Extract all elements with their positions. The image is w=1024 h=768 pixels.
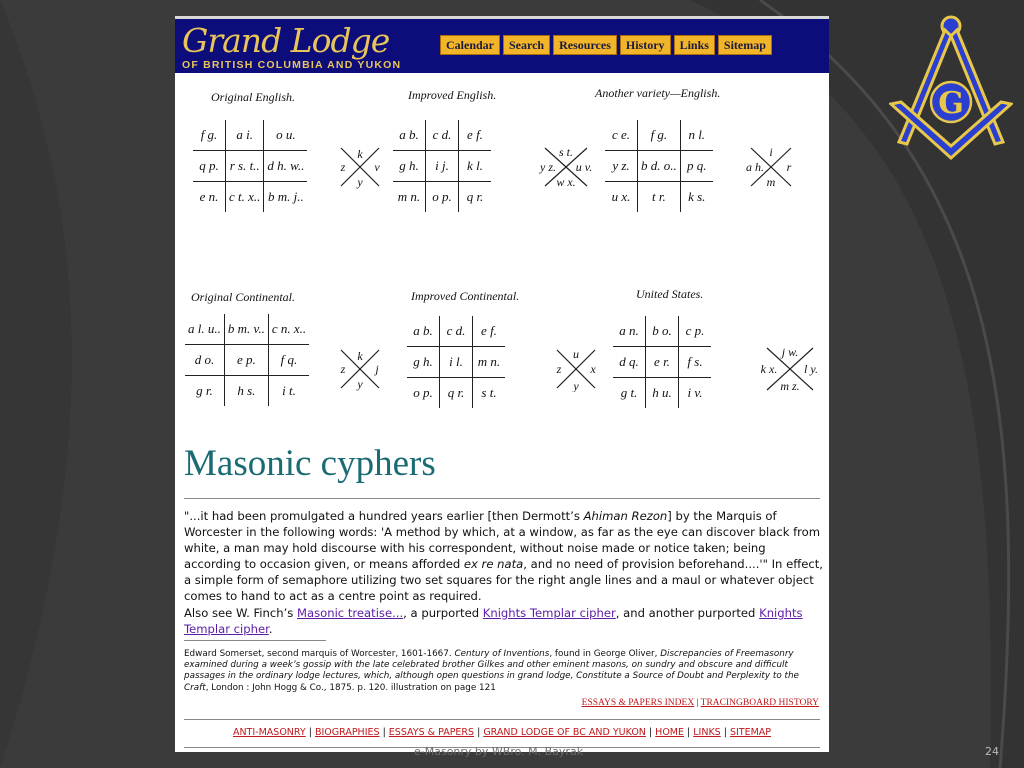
cipher-x-united-states <box>759 344 821 394</box>
svg-text:s t.: s t. <box>558 145 574 159</box>
slide-number: 24 <box>985 745 999 758</box>
footer-nav: ANTI-MASONRY | BIOGRAPHIES | ESSAYS & PAPERS | GRAND LODGE OF BC AND YUKON | HOME | LINKS | SITEMAP <box>232 727 772 738</box>
svg-text:m z.: m z. <box>780 379 800 393</box>
cipher-x-improved-continental <box>551 346 601 392</box>
footer-link-links[interactable]: LINKS <box>693 727 721 738</box>
main-nav <box>440 35 772 55</box>
masonic-treatise-link[interactable]: Masonic treatise... <box>297 606 404 620</box>
cipher-grid-original-continental: a l. u.. b m. v.. c n. x.. d o. e p. f q. g r. h s. i t. <box>185 314 309 406</box>
svg-text:j w.: j w. <box>781 345 799 359</box>
knights-templar-cipher-link-2[interactable]: Knights Templar cipher <box>184 606 803 636</box>
cipher-title-original-continental: Original Continental. <box>191 290 296 304</box>
nav-history-button[interactable]: History <box>620 35 671 55</box>
essays-index-link[interactable]: ESSAYS & PAPERS INDEX <box>581 698 695 708</box>
svg-text:y: y <box>573 379 579 392</box>
nav-resources-button[interactable]: Resources <box>553 35 617 55</box>
cipher-title-united-states: United States. <box>636 287 704 301</box>
index-links: ESSAYS & PAPERS INDEX | TRACINGBOARD HISTORY <box>581 698 819 708</box>
article-body <box>184 508 824 637</box>
svg-text:y: y <box>357 377 363 391</box>
cipher-x-original-continental <box>335 346 385 392</box>
site-logo[interactable]: Grand Lodge <box>182 21 390 60</box>
svg-text:v: v <box>374 160 380 174</box>
cipher-title-original-english: Original English. <box>211 90 296 104</box>
cipher-x-original-english <box>335 144 385 190</box>
square-and-compass-icon <box>889 14 1013 160</box>
svg-text:m: m <box>766 175 776 189</box>
nav-search-button[interactable]: Search <box>503 35 550 55</box>
svg-text:k: k <box>357 147 363 161</box>
svg-text:u: u <box>573 347 579 361</box>
svg-text:k x.: k x. <box>760 362 778 376</box>
nav-calendar-button[interactable]: Calendar <box>440 35 500 55</box>
quote-paragraph: "...it had been promulgated a hundred years earlier [then Dermott’s Ahiman Rezon] by the Marquis of Worcester in the following words: 'A method by which, at a window, as far as the eye can discover black from white, a man may hold discourse with his correspondent, without noise made or notice taken; being according to occasion given, or means afforded ex re nata, and no need of provision beforehand....'" In effect, a simple form of semaphore utilizing two set squares for the right angle lines and a maul or whatever object comes to hand to act as a centre point as required. <box>184 509 823 603</box>
svg-text:i: i <box>769 145 773 159</box>
svg-text:z: z <box>340 160 346 174</box>
knights-templar-cipher-link-1[interactable]: Knights Templar cipher <box>482 606 616 620</box>
cipher-grid-original-english: f g. a i. o u. q p. r s. t.. d h. w.. e n. c t. x.. b m. j.. <box>193 120 307 212</box>
footer-link-grand-lodge[interactable]: GRAND LODGE OF BC AND YUKON <box>483 727 646 738</box>
footer-link-anti-masonry[interactable]: ANTI-MASONRY <box>232 727 306 738</box>
svg-text:j: j <box>375 362 379 376</box>
svg-text:z: z <box>556 362 562 376</box>
nav-links-button[interactable]: Links <box>674 35 715 55</box>
svg-text:a h.: a h. <box>746 160 764 174</box>
cipher-x-improved-english <box>537 144 595 190</box>
footer-link-sitemap[interactable]: SITEMAP <box>729 727 772 738</box>
svg-text:k: k <box>357 349 363 363</box>
svg-text:x: x <box>590 362 596 376</box>
nav-sitemap-button[interactable]: Sitemap <box>718 35 772 55</box>
cipher-grid-united-states: a n. b o. c p. d q. e r. f s. g t. h u. i v. <box>613 316 711 408</box>
footer-link-home[interactable]: HOME <box>655 727 684 738</box>
footer-link-essays[interactable]: ESSAYS & PAPERS <box>388 727 475 738</box>
site-logo-subtitle: OF BRITISH COLUMBIA AND YUKON <box>182 59 402 71</box>
svg-text:z: z <box>340 362 346 376</box>
site-header <box>175 19 829 73</box>
web-page <box>175 16 829 752</box>
title-divider <box>184 498 820 499</box>
svg-text:u v.: u v. <box>575 160 593 174</box>
svg-text:l y.: l y. <box>804 362 818 376</box>
footer-divider-top <box>184 719 820 720</box>
cipher-grid-improved-english: a b. c d. e f. g h. i j. k l. m n. o p. q r. <box>393 120 491 212</box>
cipher-grid-improved-continental: a b. c d. e f. g h. i l. m n. o p. q r. s t. <box>407 316 505 408</box>
svg-text:y z.: y z. <box>540 160 556 174</box>
svg-text:w x.: w x. <box>556 175 576 189</box>
page-title: Masonic cyphers <box>184 443 436 484</box>
cipher-x-another-english <box>745 144 797 190</box>
svg-text:G: G <box>938 86 964 121</box>
footer-link-biographies[interactable]: BIOGRAPHIES <box>314 727 380 738</box>
cipher-title-another-english: Another variety—English. <box>595 86 721 100</box>
see-also-paragraph: Also see W. Finch’s Masonic treatise..., a purported Knights Templar cipher, and another purported Knights Templar cipher. <box>184 606 803 636</box>
cipher-grid-another-english: c e. f g. n l. y z. b d. o.. p q. u x. t r. k s. <box>605 120 713 212</box>
svg-text:r: r <box>786 160 792 174</box>
footnote: Edward Somerset, second marquis of Worcester, 1601-1667. Century of Inventions, found in George Oliver, Discrepancies of Freemasonry examined during a week’s gossip with the late celebrated brother Gilkes and other eminent masons, on sundry and obscure and difficult passages in the ordinary lodge lectures, which, although open questions in grand lodge, Constitute a Source of Doubt and Perplexity to the Craft, London : John Hogg & Co., 1875. p. 120. illustration on page 121 <box>184 649 799 693</box>
cipher-title-improved-continental: Improved Continental. <box>411 289 520 303</box>
tracingboard-history-link[interactable]: TRACINGBOARD HISTORY <box>700 698 819 708</box>
footnote-divider <box>184 640 326 641</box>
cipher-title-improved-english: Improved English. <box>408 88 497 102</box>
slide-caption: e-Masonry by WBro. M. Bayrak <box>414 745 584 758</box>
svg-text:y: y <box>357 175 363 189</box>
